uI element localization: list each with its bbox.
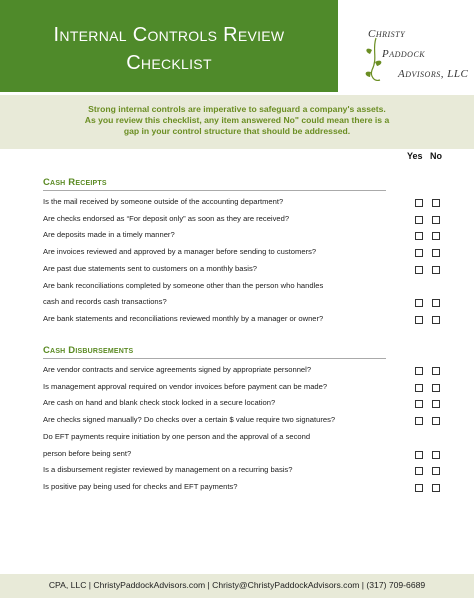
no-checkbox[interactable] <box>432 367 440 375</box>
yes-checkbox[interactable] <box>415 417 423 425</box>
page-title-line1: Internal Controls Review <box>53 24 285 46</box>
no-checkbox[interactable] <box>432 266 440 274</box>
yes-checkbox[interactable] <box>415 451 423 459</box>
no-checkbox[interactable] <box>432 249 440 257</box>
yes-column-header: Yes <box>407 151 423 161</box>
page-title-line2: Checklist <box>126 52 212 74</box>
question-text: Are past due statements sent to customers on a monthly basis? <box>43 263 258 273</box>
question-text: person before being sent? <box>43 448 132 458</box>
no-checkbox[interactable] <box>432 199 440 207</box>
intro-line1: Strong internal controls are imperative to safeguard a company's assets. <box>88 104 386 114</box>
no-column-header: No <box>430 151 442 161</box>
yes-checkbox[interactable] <box>415 299 423 307</box>
yes-checkbox[interactable] <box>415 484 423 492</box>
question-text: Is management approval required on vendor invoices before payment can be made? <box>43 381 328 391</box>
yes-checkbox[interactable] <box>415 467 423 475</box>
yes-checkbox[interactable] <box>415 216 423 224</box>
intro-line3: gap in your control structure that should be addressed. <box>123 126 351 136</box>
logo-text-line3: Advisors, LLC <box>398 68 469 80</box>
question-text: Are bank statements and reconciliations reviewed monthly by a manager or owner? <box>43 313 324 323</box>
question-text: Is a disbursement register reviewed by management on a recurring basis? <box>43 465 293 475</box>
no-checkbox[interactable] <box>432 232 440 240</box>
intro-line2: As you review this checklist, any item answered No" could mean there is a <box>84 115 390 125</box>
yes-checkbox[interactable] <box>415 316 423 324</box>
no-checkbox[interactable] <box>432 451 440 459</box>
section-title: Cash Receipts <box>43 177 107 188</box>
footer <box>0 574 474 598</box>
no-checkbox[interactable] <box>432 484 440 492</box>
no-checkbox[interactable] <box>432 400 440 408</box>
no-checkbox[interactable] <box>432 216 440 224</box>
no-checkbox[interactable] <box>432 299 440 307</box>
question-text: Do EFT payments require initiation by one person and the approval of a second <box>43 431 311 441</box>
footer-contact: CPA, LLC | ChristyPaddockAdvisors.com | Christy@ChristyPaddockAdvisors.com | (317) 709-6689 <box>48 580 426 590</box>
no-checkbox[interactable] <box>432 316 440 324</box>
section-divider <box>43 358 386 359</box>
no-checkbox[interactable] <box>432 417 440 425</box>
yes-checkbox[interactable] <box>415 384 423 392</box>
yes-checkbox[interactable] <box>415 199 423 207</box>
title-banner <box>0 0 338 92</box>
question-text: Are deposits made in a timely manner? <box>43 230 175 240</box>
yes-checkbox[interactable] <box>415 266 423 274</box>
question-text: cash and records cash transactions? <box>43 297 167 307</box>
logo-text-line1: Christy <box>368 28 406 40</box>
question-text: Are cash on hand and blank check stock locked in a secure location? <box>43 398 276 408</box>
company-logo <box>342 0 474 92</box>
logo-text-line2: Paddock <box>382 48 426 60</box>
intro-banner <box>0 95 474 149</box>
no-checkbox[interactable] <box>432 467 440 475</box>
yes-checkbox[interactable] <box>415 232 423 240</box>
question-text: Are invoices reviewed and approved by a manager before sending to customers? <box>43 247 317 257</box>
no-checkbox[interactable] <box>432 384 440 392</box>
yes-checkbox[interactable] <box>415 249 423 257</box>
question-text: Are checks signed manually? Do checks over a certain $ value require two signatures? <box>43 415 336 425</box>
question-text: Are checks endorsed as “For deposit only” as soon as they are received? <box>43 213 290 223</box>
question-text: Is the mail received by someone outside of the accounting department? <box>43 197 284 206</box>
question-text: Are vendor contracts and service agreements signed by appropriate personnel? <box>43 365 312 374</box>
yes-checkbox[interactable] <box>415 400 423 408</box>
section-title: Cash Disbursements <box>43 345 134 356</box>
section-divider <box>43 190 386 191</box>
yes-checkbox[interactable] <box>415 367 423 375</box>
question-text: Is positive pay being used for checks and EFT payments? <box>43 481 238 491</box>
question-text: Are bank reconciliations completed by someone other than the person who handles <box>43 280 324 290</box>
